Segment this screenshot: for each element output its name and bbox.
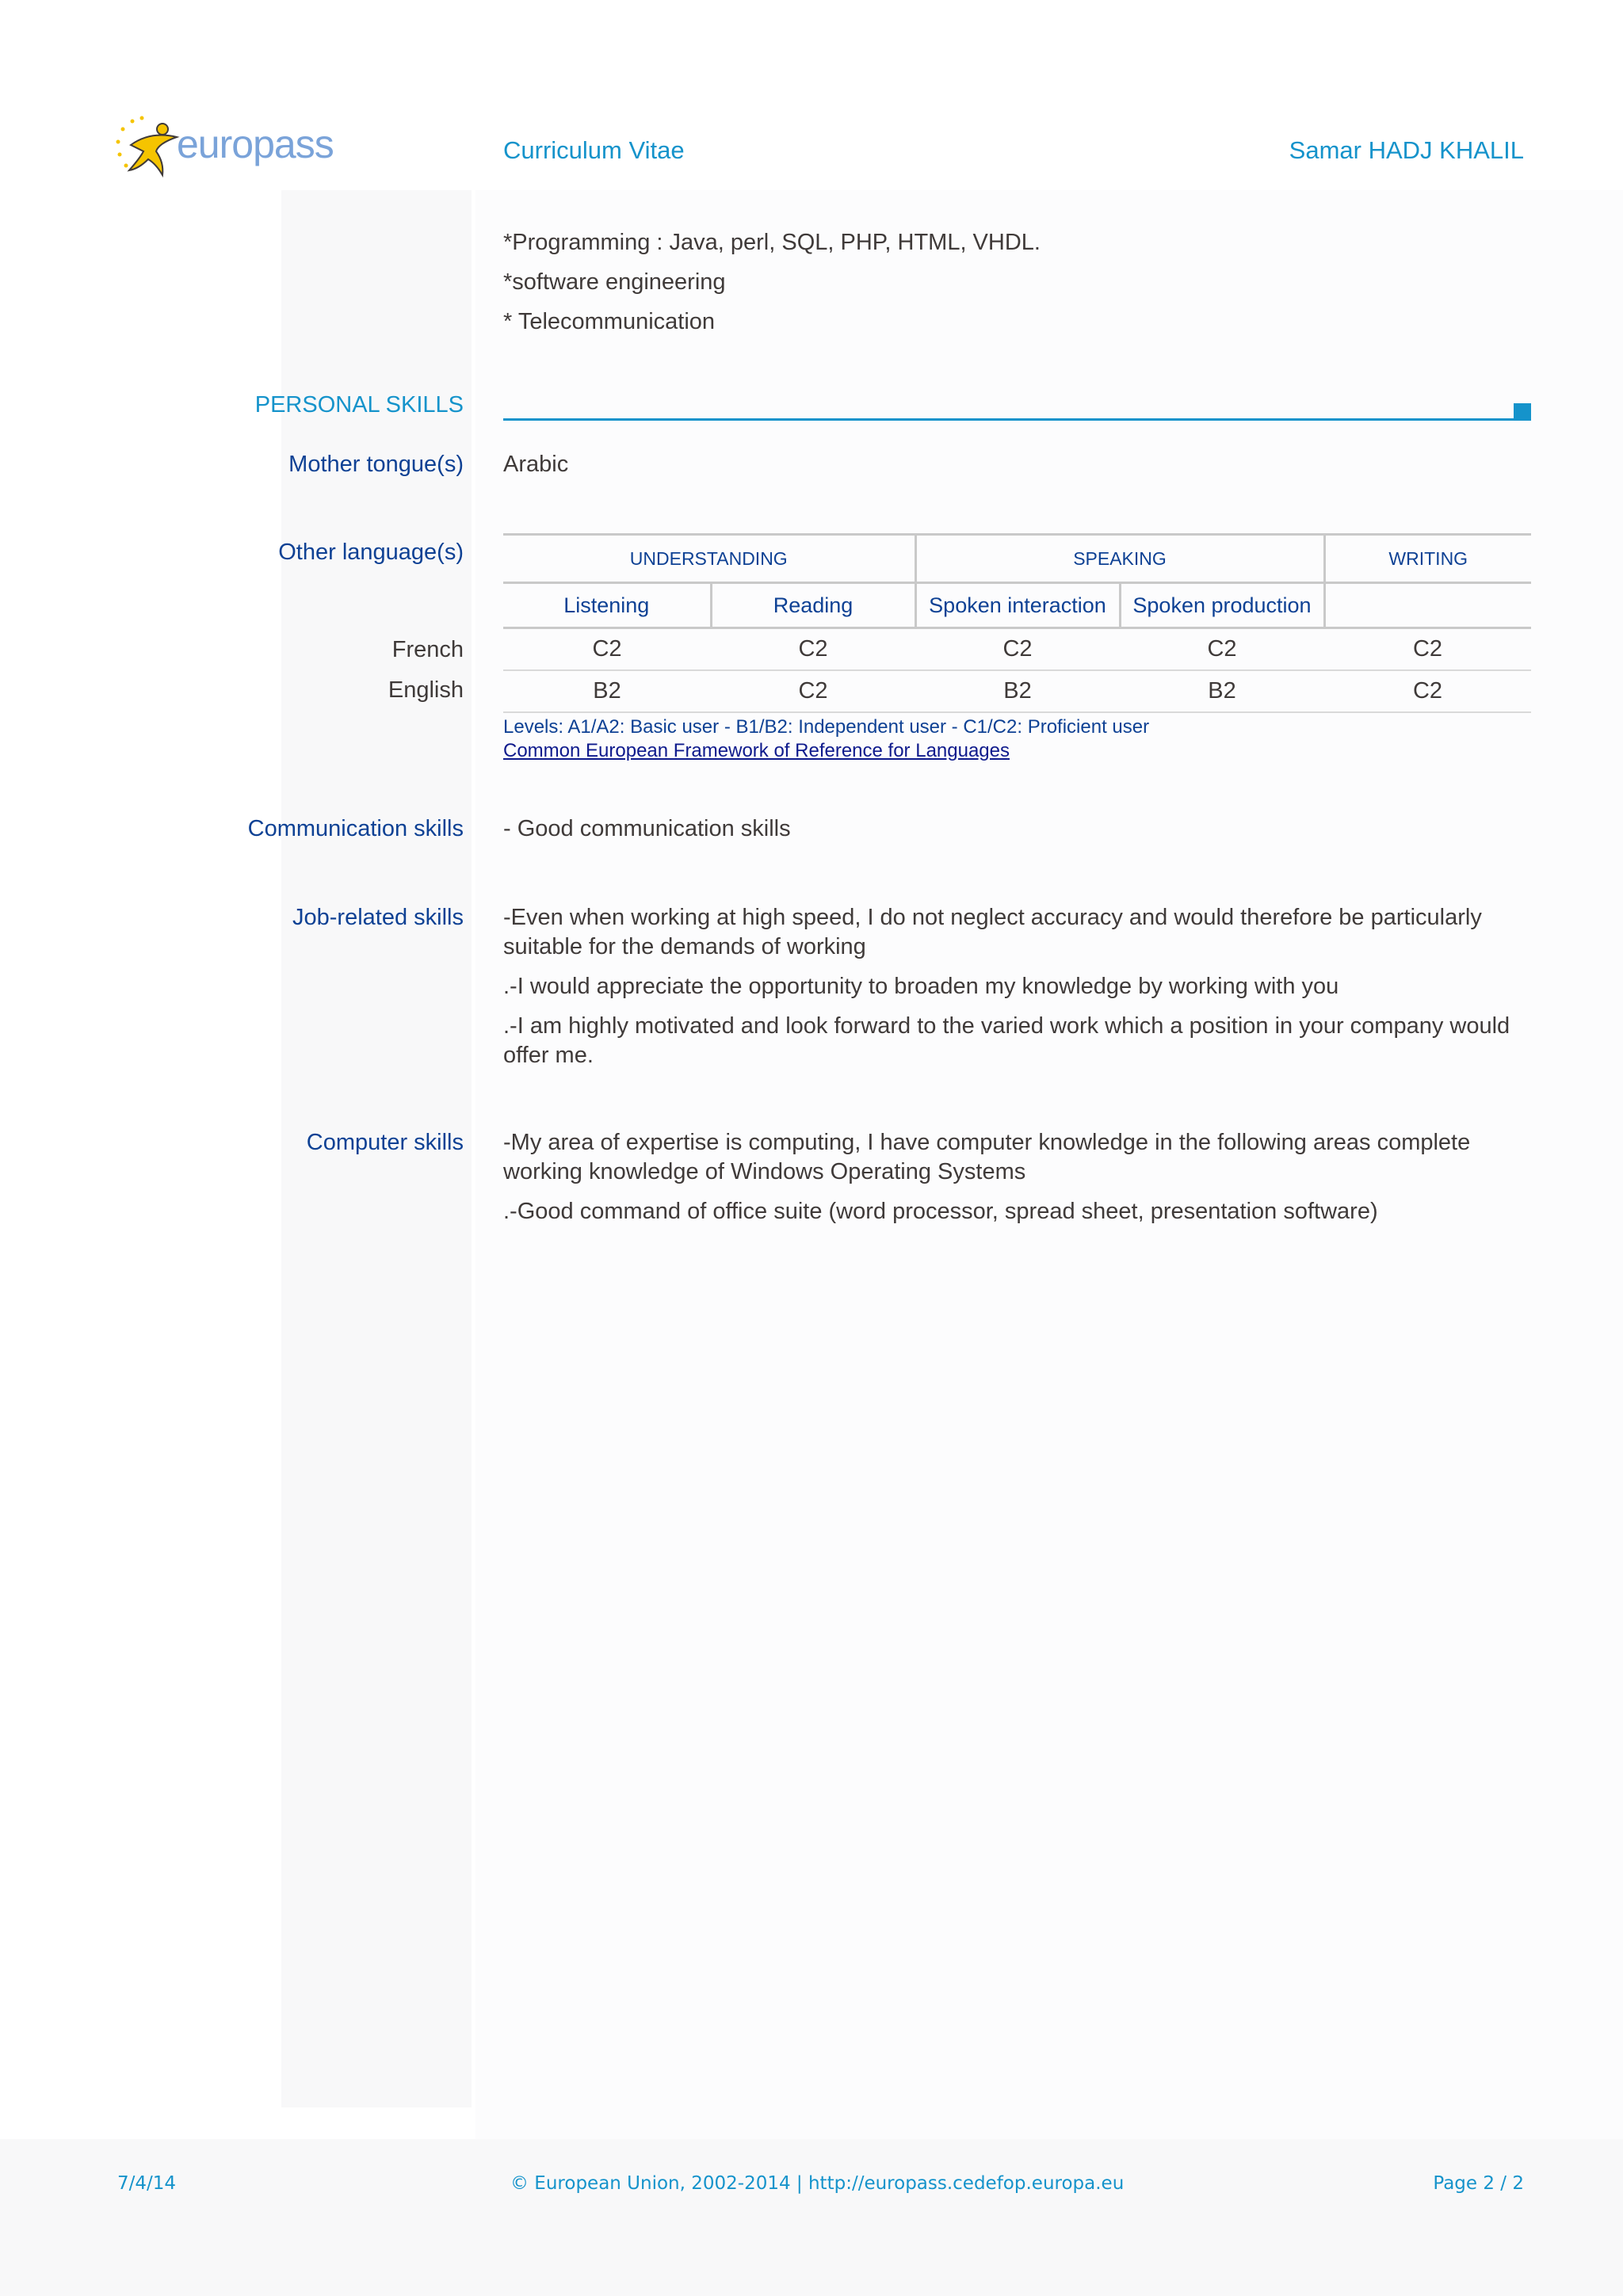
table-cell: C2 — [711, 670, 915, 712]
language-name: French — [391, 637, 464, 662]
table-header-row — [503, 535, 1531, 583]
computer-skills-item: -My area of expertise is computing, I have computer knowledge in the following areas complete working knowledge of Windows Operating Systems — [503, 1130, 1471, 1184]
table-cell: C2 — [915, 628, 1120, 671]
footer-copyright: © European Union, 2002-2014 | http://europass.cedefop.europa.eu — [510, 2173, 1125, 2194]
table-cell: B2 — [915, 670, 1120, 712]
reading-header: Reading — [711, 583, 915, 628]
mother-tongue-value: Arabic — [503, 452, 569, 477]
table-cell: B2 — [503, 670, 711, 712]
europass-wordmark: europass — [177, 122, 334, 166]
speaking-header: SPEAKING — [915, 535, 1324, 583]
footer-page-number: Page 2 / 2 — [1433, 2173, 1524, 2194]
document-title: Curriculum Vitae — [503, 136, 685, 164]
spoken-production-header: Spoken production — [1120, 583, 1324, 628]
job-related-skills-label: Job-related skills — [292, 905, 464, 930]
section-heading-personal-skills: PERSONAL SKILLS — [254, 392, 464, 418]
table-cell: C2 — [503, 628, 711, 671]
spoken-interaction-header: Spoken interaction — [915, 583, 1120, 628]
language-table — [503, 533, 1531, 713]
table-cell: C2 — [1324, 670, 1531, 712]
table-cell: B2 — [1120, 670, 1324, 712]
language-name: English — [388, 677, 464, 703]
understanding-header: UNDERSTANDING — [503, 535, 915, 583]
table-cell: C2 — [711, 628, 915, 671]
footer-background — [0, 2139, 1623, 2296]
communication-skills-text: - Good communication skills — [503, 816, 791, 841]
job-related-item: .-I am highly motivated and look forward to the varied work which a position in your company would offer me. — [503, 1013, 1510, 1068]
communication-skills-label: Communication skills — [247, 816, 464, 841]
table-subheader-row — [503, 583, 1531, 628]
writing-header: WRITING — [1324, 535, 1531, 583]
top-list-item: *Programming : Java, perl, SQL, PHP, HTML, VHDL. — [503, 230, 1041, 255]
writing-subheader — [1324, 583, 1531, 628]
computer-skills-item: .-Good command of office suite (word processor, spread sheet, presentation software) — [503, 1199, 1378, 1224]
candidate-name: Samar HADJ KHALIL — [1289, 136, 1524, 164]
top-list-item: * Telecommunication — [503, 309, 716, 334]
job-related-item: -Even when working at high speed, I do not neglect accuracy and would therefore be particularly suitable for the demands of working — [503, 905, 1482, 959]
section-marker — [1514, 403, 1531, 421]
table-row — [503, 670, 1531, 712]
listening-header: Listening — [503, 583, 711, 628]
table-cell: C2 — [1324, 628, 1531, 671]
levels-text: Levels: A1/A2: Basic user - B1/B2: Independent user - C1/C2: Proficient user — [503, 716, 1150, 738]
europass-logo — [115, 113, 337, 185]
table-cell: C2 — [1120, 628, 1324, 671]
levels-note — [503, 715, 1149, 763]
cefr-link[interactable]: Common European Framework of Reference for Languages — [503, 740, 1010, 761]
mother-tongue-label: Mother tongue(s) — [288, 452, 464, 477]
other-languages-label: Other language(s) — [278, 540, 464, 565]
computer-skills-label: Computer skills — [306, 1130, 464, 1155]
section-divider — [503, 418, 1514, 421]
table-row — [503, 628, 1531, 671]
footer-date: 7/4/14 — [117, 2173, 177, 2194]
job-related-item: .-I would appreciate the opportunity to broaden my knowledge by working with you — [503, 974, 1339, 999]
europass-figure-icon — [115, 113, 186, 185]
top-list-item: *software engineering — [503, 269, 726, 295]
